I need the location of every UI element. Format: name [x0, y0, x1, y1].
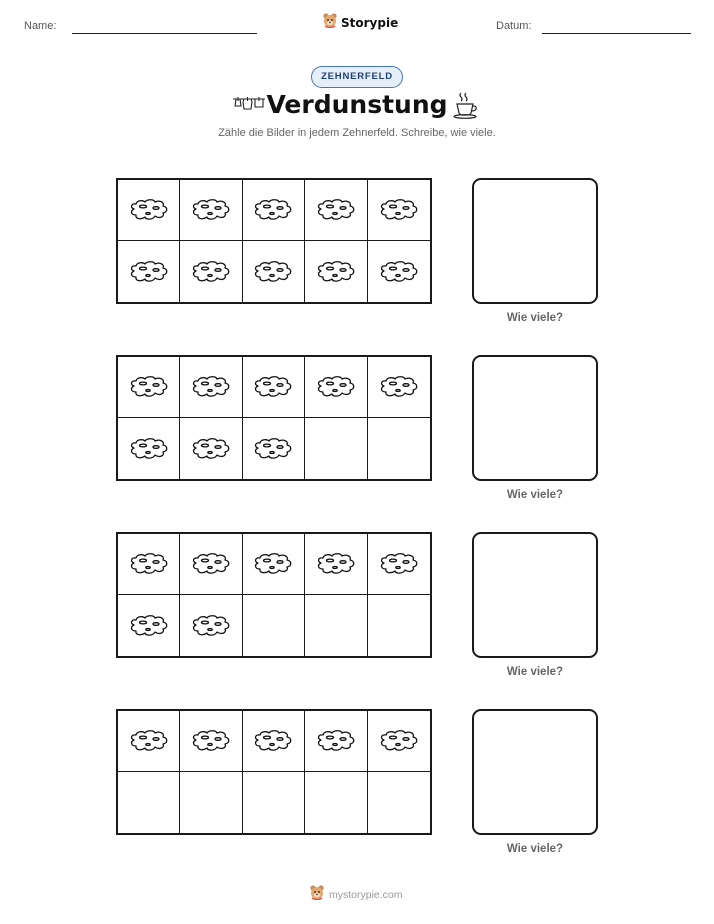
puddle-icon: [315, 198, 357, 222]
puddle-icon: [252, 437, 294, 461]
frame-cell: [118, 418, 180, 479]
frame-cell: [368, 772, 430, 833]
frame-cell: [305, 357, 367, 418]
frame-cell: [368, 241, 430, 302]
puddle-icon: [128, 375, 170, 399]
frame-cell: [305, 241, 367, 302]
name-label: Name:: [24, 20, 57, 32]
frame-cell: [305, 772, 367, 833]
date-label: Datum:: [496, 20, 532, 32]
puddle-icon: [315, 729, 357, 753]
frame-cell: [368, 534, 430, 595]
puddle-icon: [378, 552, 420, 576]
puddle-icon: [252, 729, 294, 753]
frame-cell: [180, 711, 242, 772]
puddle-icon: [378, 729, 420, 753]
frame-cell: [243, 595, 305, 656]
puddle-icon: [128, 437, 170, 461]
puddle-icon: [128, 260, 170, 284]
puddle-icon: [378, 375, 420, 399]
question-label-4: Wie viele?: [506, 843, 564, 855]
frame-cell: [368, 595, 430, 656]
puddle-icon: [252, 552, 294, 576]
frame-cell: [243, 180, 305, 241]
frame-cell: [180, 241, 242, 302]
frame-cell: [305, 595, 367, 656]
brand-logo: [322, 12, 398, 33]
ten-frame-2: [116, 355, 432, 481]
puddle-icon: [128, 729, 170, 753]
frame-cell: [118, 595, 180, 656]
frame-cell: [243, 711, 305, 772]
frame-cell: [243, 772, 305, 833]
bear-mascot-icon: [309, 884, 325, 905]
puddle-icon: [315, 260, 357, 284]
frame-cell: [118, 534, 180, 595]
puddle-icon: [378, 260, 420, 284]
question-label-3: Wie viele?: [506, 666, 564, 678]
steaming-cup-icon: [452, 91, 480, 124]
date-line[interactable]: [542, 33, 691, 34]
frame-cell: [305, 180, 367, 241]
instructions: Zähle die Bilder in jedem Zehnerfeld. Schreibe, wie viele.: [218, 127, 496, 139]
frame-cell: [180, 595, 242, 656]
puddle-icon: [252, 375, 294, 399]
frame-cell: [180, 357, 242, 418]
frame-cell: [368, 180, 430, 241]
puddle-icon: [190, 552, 232, 576]
name-line[interactable]: [72, 33, 257, 34]
page-title: Verdunstung: [266, 90, 448, 119]
puddle-icon: [190, 260, 232, 284]
puddle-icon: [128, 198, 170, 222]
answer-box-1[interactable]: [472, 178, 598, 304]
puddle-icon: [190, 375, 232, 399]
frame-cell: [305, 418, 367, 479]
answer-box-4[interactable]: [472, 709, 598, 835]
ten-frame-1: [116, 178, 432, 304]
puddle-icon: [315, 552, 357, 576]
bear-mascot-icon: [322, 12, 338, 33]
puddle-icon: [128, 552, 170, 576]
puddle-icon: [190, 437, 232, 461]
frame-cell: [368, 418, 430, 479]
ten-frame-3: [116, 532, 432, 658]
question-label-2: Wie viele?: [506, 489, 564, 501]
footer-site: mystorypie.com: [329, 888, 403, 901]
frame-cell: [118, 180, 180, 241]
frame-cell: [180, 772, 242, 833]
frame-cell: [243, 241, 305, 302]
puddle-icon: [378, 198, 420, 222]
frame-cell: [118, 772, 180, 833]
answer-box-2[interactable]: [472, 355, 598, 481]
frame-cell: [243, 534, 305, 595]
puddle-icon: [128, 614, 170, 638]
frame-cell: [118, 241, 180, 302]
frame-cell: [305, 534, 367, 595]
frame-cell: [180, 418, 242, 479]
frame-cell: [368, 711, 430, 772]
frame-cell: [243, 418, 305, 479]
question-label-1: Wie viele?: [506, 312, 564, 324]
brand-name: Storypie: [341, 15, 399, 30]
puddle-icon: [190, 198, 232, 222]
puddle-icon: [252, 198, 294, 222]
footer: [309, 884, 403, 905]
frame-cell: [180, 180, 242, 241]
frame-cell: [118, 711, 180, 772]
puddle-icon: [252, 260, 294, 284]
frame-cell: [368, 357, 430, 418]
category-badge: ZEHNERFELD: [311, 66, 403, 88]
ten-frame-4: [116, 709, 432, 835]
puddle-icon: [190, 729, 232, 753]
puddle-icon: [315, 375, 357, 399]
answer-box-3[interactable]: [472, 532, 598, 658]
frame-cell: [305, 711, 367, 772]
puddle-icon: [190, 614, 232, 638]
frame-cell: [180, 534, 242, 595]
frame-cell: [243, 357, 305, 418]
frame-cell: [118, 357, 180, 418]
